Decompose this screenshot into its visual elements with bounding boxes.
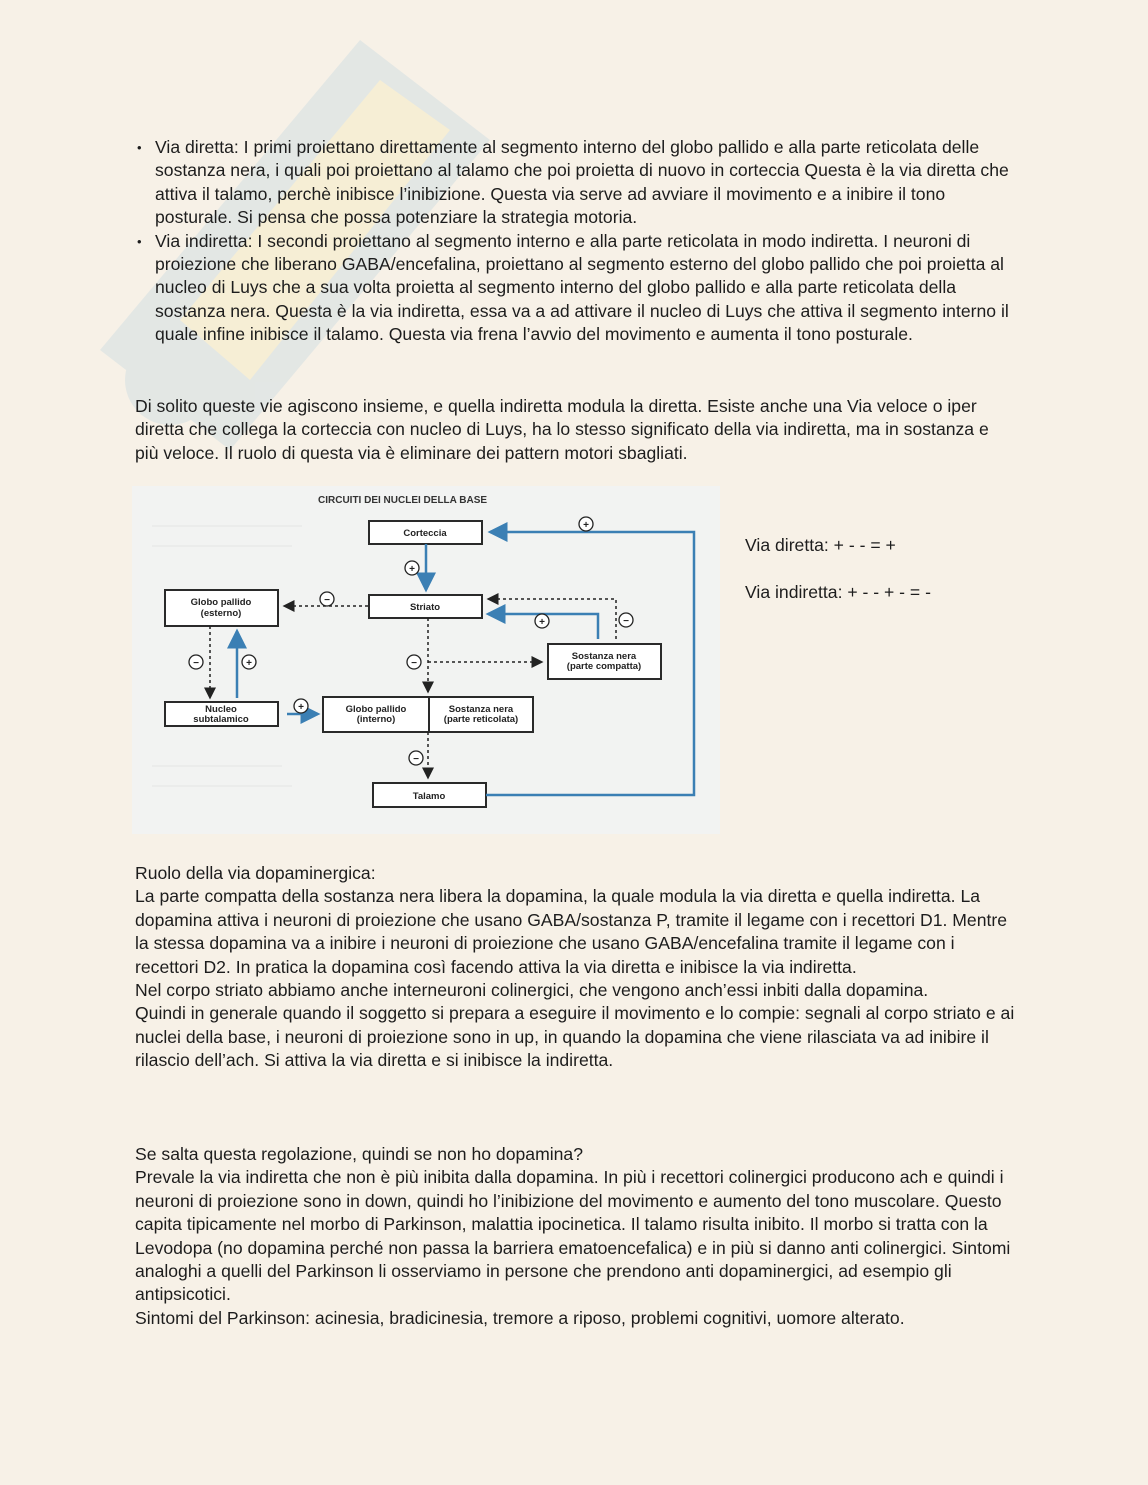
- parkinson-question: Se salta questa regolazione, quindi se non ho dopamina?: [135, 1144, 583, 1164]
- via-diretta-formula: Via diretta: + - - = +: [745, 535, 896, 555]
- sign-plus-talamo-corteccia: [579, 517, 593, 531]
- dopamine-heading: Ruolo della via dopaminergica:: [135, 863, 376, 883]
- parkinson-section: [135, 1143, 1015, 1330]
- svg-text:+: +: [539, 617, 545, 628]
- sign-plus-compatta-striato: [535, 614, 549, 628]
- label-globo-esterno-1: Globo pallido: [190, 597, 252, 608]
- bullet-via-indiretta: • Via indiretta: I secondi proiettano al segmento interno e alla parte reticolata in modo indiretta. I neuroni di proiezione che liberano GABA/encefalina, proiettano al segmento esterno del globo pallido che poi proietta al nucleo di Luys che a sua volta proietta al segmento interno del globo pallido e alla parte reticolata della sostanza nera. Questa è la via indiretta, essa va a ad attivare il nucleo di Luys che attiva il segmento interno il quale infine inibisce il talamo. Questa via frena l’avvio del movimento e aumenta il tono posturale.: [135, 230, 1015, 347]
- label-globo-interno-2: (interno): [356, 714, 396, 725]
- basal-ganglia-diagram: [132, 486, 720, 834]
- dopamine-p1: La parte compatta della sostanza nera libera la dopamina, la quale modula la via diretta e quella indiretta. La dopamina attiva i neuroni di proiezione che usano GABA/sostanza P, tramite il legame con i recettori D1. Mentre la stessa dopamina va a inibire i neuroni di proiezione che usano GABA/encefalina tramite il legame con i recettori D2. In pratica la dopamina così facendo attiva la via diretta e inibisce la via indiretta.: [135, 886, 1008, 977]
- sign-plus-nucleo-interno: [294, 699, 308, 713]
- parkinson-p1: Prevale la via indiretta che non è più inibita dalla dopamina. In più i recettori colinergici producono ach e quindi i neuroni di proiezione sono in down, quindi ho l’inibizione del movimento e aumento del tono muscolare. Questo capita tipicamente nel morbo di Parkinson, malattia ipocinetica. Il talamo risulta inibito. Il morbo si tratta con la Levodopa (no dopamina perché non passa la barriera ematoencefalica) e in più si danno anti colinergici. Sintomi analoghi a quelli del Parkinson li osserviamo in persone che prendono anti dopaminergici, ad esempio gli antipsicotici.: [135, 1167, 1011, 1305]
- intro-paragraph: Di solito queste vie agiscono insieme, e quella indiretta modula la diretta. Esiste anche una Via veloce o iper diretta che collega la corteccia con nucleo di Luys, ha lo stesso significato della via indiretta, ma in sostanza e più veloce. Il ruolo di questa via è eliminare dei pattern motori sbagliati.: [135, 396, 989, 463]
- label-globo-esterno-2: (esterno): [200, 608, 242, 619]
- svg-text:+: +: [298, 702, 304, 713]
- label-globo-interno-1: Globo pallido: [345, 704, 407, 715]
- label-sostanza-reticolata-1: Sostanza nera: [448, 704, 514, 715]
- dopamine-section: [135, 862, 1015, 1073]
- dopamine-p2: Nel corpo striato abbiamo anche interneuroni colinergici, che vengono anch’essi inbiti dalla dopamina.: [135, 980, 929, 1001]
- top-bullets: [135, 136, 1015, 347]
- diagram-title: CIRCUITI DEI NUCLEI DELLA BASE: [318, 495, 488, 506]
- svg-text:+: +: [246, 658, 252, 669]
- svg-text:−: −: [623, 616, 629, 627]
- sign-minus-interno-talamo: [409, 751, 423, 765]
- label-sostanza-compatta-1: Sostanza nera: [571, 651, 637, 662]
- dopamine-p3: Quindi in generale quando il soggetto si prepara a eseguire il movimento e lo compie: segnali al corpo striato e ai nuclei della base, i neuroni di proiezione sono in up, in quando la dopamina che viene rilasciata va ad inibire il rilascio dell’ach. Si attiva la via diretta e si inibisce la indiretta.: [135, 1003, 1015, 1071]
- sign-plus-corteccia-striato: [405, 561, 419, 575]
- svg-text:−: −: [411, 658, 417, 669]
- bullet-via-diretta: • Via diretta: I primi proiettano direttamente al segmento interno del globo pallido e alla parte reticolata delle sostanza nera, i quali poi proiettano al talamo che poi proietta di nuovo in corteccia Questa è la via diretta che attiva il talamo, perchè inibisce l’inibizione. Questa via serve ad avviare il movimento e a inibire il tono posturale. Si pensa che possa potenziare la strategia motoria.: [135, 136, 1015, 230]
- sign-minus-compatta-striato: [619, 613, 633, 627]
- label-sostanza-reticolata-2: (parte reticolata): [443, 714, 519, 725]
- via-indiretta-formula: Via indiretta: + - - + - = -: [745, 582, 931, 602]
- svg-text:+: +: [409, 564, 415, 575]
- parkinson-p2: Sintomi del Parkinson: acinesia, bradicinesia, tremore a riposo, problemi cognitivi, uomore alterato.: [135, 1307, 905, 1328]
- label-striato: Striato: [409, 602, 441, 613]
- label-nucleo-1: Nucleo: [205, 704, 237, 715]
- sign-minus-striato-compatta: [407, 655, 421, 669]
- svg-text:−: −: [324, 595, 330, 606]
- label-sostanza-compatta-2: (parte compatta): [566, 661, 642, 672]
- sign-minus-globo-nucleo: [189, 655, 203, 669]
- label-nucleo-2: subtalamico: [193, 714, 249, 725]
- svg-text:+: +: [583, 520, 589, 531]
- label-talamo: Talamo: [412, 791, 446, 802]
- sign-plus-nucleo-globo: [242, 655, 256, 669]
- svg-text:−: −: [413, 754, 419, 765]
- label-corteccia: Corteccia: [403, 528, 447, 539]
- svg-text:−: −: [193, 658, 199, 669]
- sign-minus-striato-esterno: [320, 592, 334, 606]
